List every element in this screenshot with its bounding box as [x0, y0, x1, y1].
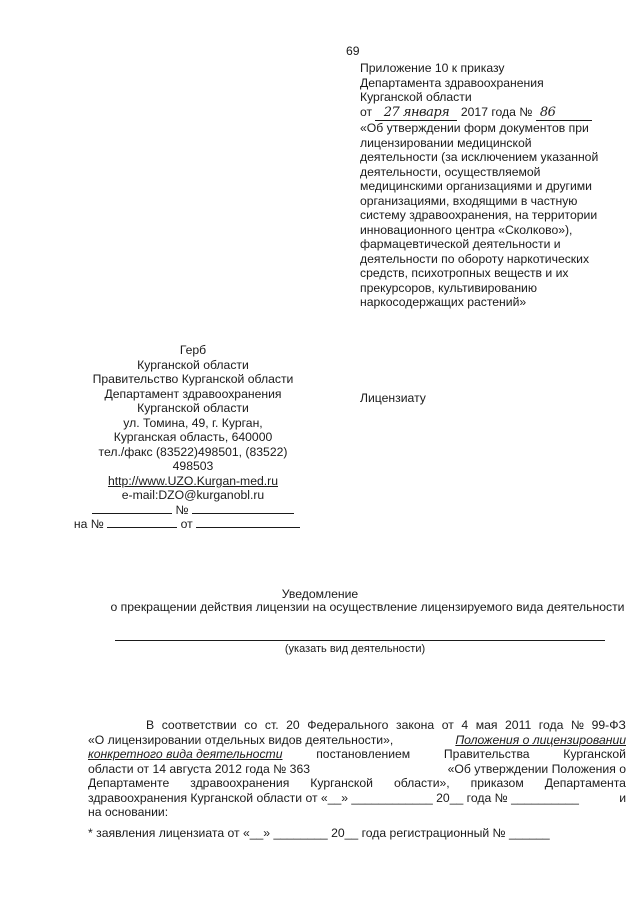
order-title-line: деятельности (за исключением указанной — [360, 150, 599, 164]
issuer-line: Правительство Курганской области — [92, 372, 294, 386]
handwritten-date: 27 января — [383, 104, 450, 120]
order-title-line: лицензировании медицинской — [360, 135, 532, 150]
resolution-title: «Об утверждении Положения о — [447, 761, 626, 776]
body-word: 20 — [286, 718, 300, 732]
date-mid: 2017 года № — [460, 104, 533, 119]
body-row — [88, 805, 626, 820]
issuer-phone: 498503 — [172, 459, 214, 473]
appendix-line: Приложение 10 к приказу — [360, 61, 505, 75]
order-title-line: наркосодержащих растений» — [360, 295, 527, 309]
body-word: ст. — [264, 718, 279, 732]
body-word: 2011 — [505, 718, 532, 732]
issuer-website-link[interactable]: http://www.UZO.Kurgan-med.ru — [107, 473, 278, 488]
order-title-line: медицинскими организациями и другими — [360, 179, 592, 193]
order-title-line: систему здравоохранения, на территории — [360, 208, 598, 222]
ref-number-blank — [107, 517, 177, 528]
body-word: Департамента — [544, 776, 626, 790]
body-row — [88, 747, 626, 762]
outgoing-date-blank — [92, 503, 172, 514]
body-word: Департаменте — [88, 776, 170, 790]
coat-of-arms-label: Герб — [179, 343, 207, 357]
order-title-line: организациями, входящими в частную — [360, 193, 578, 208]
issuer-email: e-mail:DZO@kurganobl.ru — [121, 488, 265, 502]
page-number: 69 — [346, 44, 360, 58]
order-date-field — [375, 105, 457, 122]
body-word: со — [244, 718, 258, 732]
notice-subtitle: о прекращении действия лицензии на осуществление лицензируемого вида деятельности — [110, 600, 625, 614]
date-prefix: от — [360, 104, 373, 119]
ref-prefix: на № — [73, 517, 104, 531]
body-row — [88, 762, 626, 777]
body-row — [88, 718, 626, 733]
issuer-phone: тел./факс (83522)498501, (83522) — [98, 444, 288, 459]
outgoing-number-line — [78, 503, 308, 518]
recipient-label: Лицензиату — [360, 391, 426, 405]
order-title-line: инновационного центра «Сколково»), — [360, 222, 573, 237]
order-title-line: деятельности по обороту наркотических — [360, 251, 590, 266]
body-row — [88, 791, 626, 806]
resolution-reference: области от 14 августа 2012 года № 363 — [88, 761, 311, 776]
body-word: В — [146, 718, 155, 732]
issuer-line: Департамент здравоохранения — [104, 386, 282, 401]
issuer-address: Курганская область, 640000 — [113, 430, 273, 444]
order-date-line — [360, 105, 620, 122]
body-word: постановлением — [316, 747, 411, 761]
body-word: № — [570, 718, 585, 732]
order-title-line: деятельности, осуществляемой — [360, 164, 541, 179]
notice-title: Уведомление — [281, 587, 359, 601]
order-title-line: «Об утверждении форм документов при — [360, 121, 589, 135]
issuer-address: ул. Томина, 49, г. Курган, — [123, 415, 263, 430]
body-word: 4 — [461, 718, 469, 732]
order-number-field — [536, 105, 592, 122]
reference-line — [66, 517, 308, 532]
body-word: Федерального — [307, 718, 389, 732]
order-reference: здравоохранения Курганской области от «__» ____________ 20__ года № __________ — [88, 790, 579, 805]
body-word: Курганской — [310, 776, 373, 790]
issuer-line: Курганской области — [137, 357, 249, 372]
body-word: области», — [393, 776, 450, 790]
body-word: мая — [475, 718, 498, 732]
body-word: и — [619, 790, 626, 805]
activity-type-hint: (указать вид деятельности) — [284, 643, 426, 655]
body-word: 99-ФЗ — [591, 718, 626, 732]
order-title-line: прекурсоров, культивированию — [360, 280, 537, 295]
activity-type-line — [115, 640, 605, 641]
appendix-block — [360, 61, 620, 310]
appendix-line: Департамента здравоохранения — [360, 75, 544, 90]
body-word: соответствии — [161, 718, 237, 732]
order-title-line: фармацевтической деятельности и — [360, 237, 561, 251]
body-word: от — [441, 718, 454, 732]
issuer-block — [73, 343, 308, 532]
ref-from: от — [180, 517, 193, 531]
number-sign: № — [175, 502, 189, 517]
body-word: Курганской — [563, 747, 626, 761]
regulation-reference: Положения о лицензировании — [455, 732, 626, 747]
body-row — [88, 733, 626, 748]
body-word: закона — [396, 718, 435, 732]
law-title: «О лицензировании отдельных видов деятельности», — [88, 732, 394, 747]
ref-date-blank — [196, 517, 300, 528]
body-word: здравоохранения — [190, 776, 290, 790]
basis-label: на основании: — [88, 805, 169, 819]
application-line: * заявления лицензиата от «__» ________ 20__ года регистрационный № ______ — [88, 826, 550, 840]
issuer-line: Курганской области — [137, 401, 249, 415]
regulation-reference: конкретного вида деятельности — [88, 747, 283, 761]
order-title-line: средств, психотропных веществ и их — [360, 266, 569, 280]
body-paragraph — [88, 718, 626, 820]
outgoing-number-blank — [192, 503, 294, 514]
appendix-line: Курганской области — [360, 90, 472, 104]
body-row — [88, 776, 626, 791]
body-word: Правительства — [443, 747, 530, 761]
handwritten-number: 86 — [539, 104, 556, 120]
body-word: года — [538, 718, 564, 732]
body-word: приказом — [470, 776, 524, 790]
